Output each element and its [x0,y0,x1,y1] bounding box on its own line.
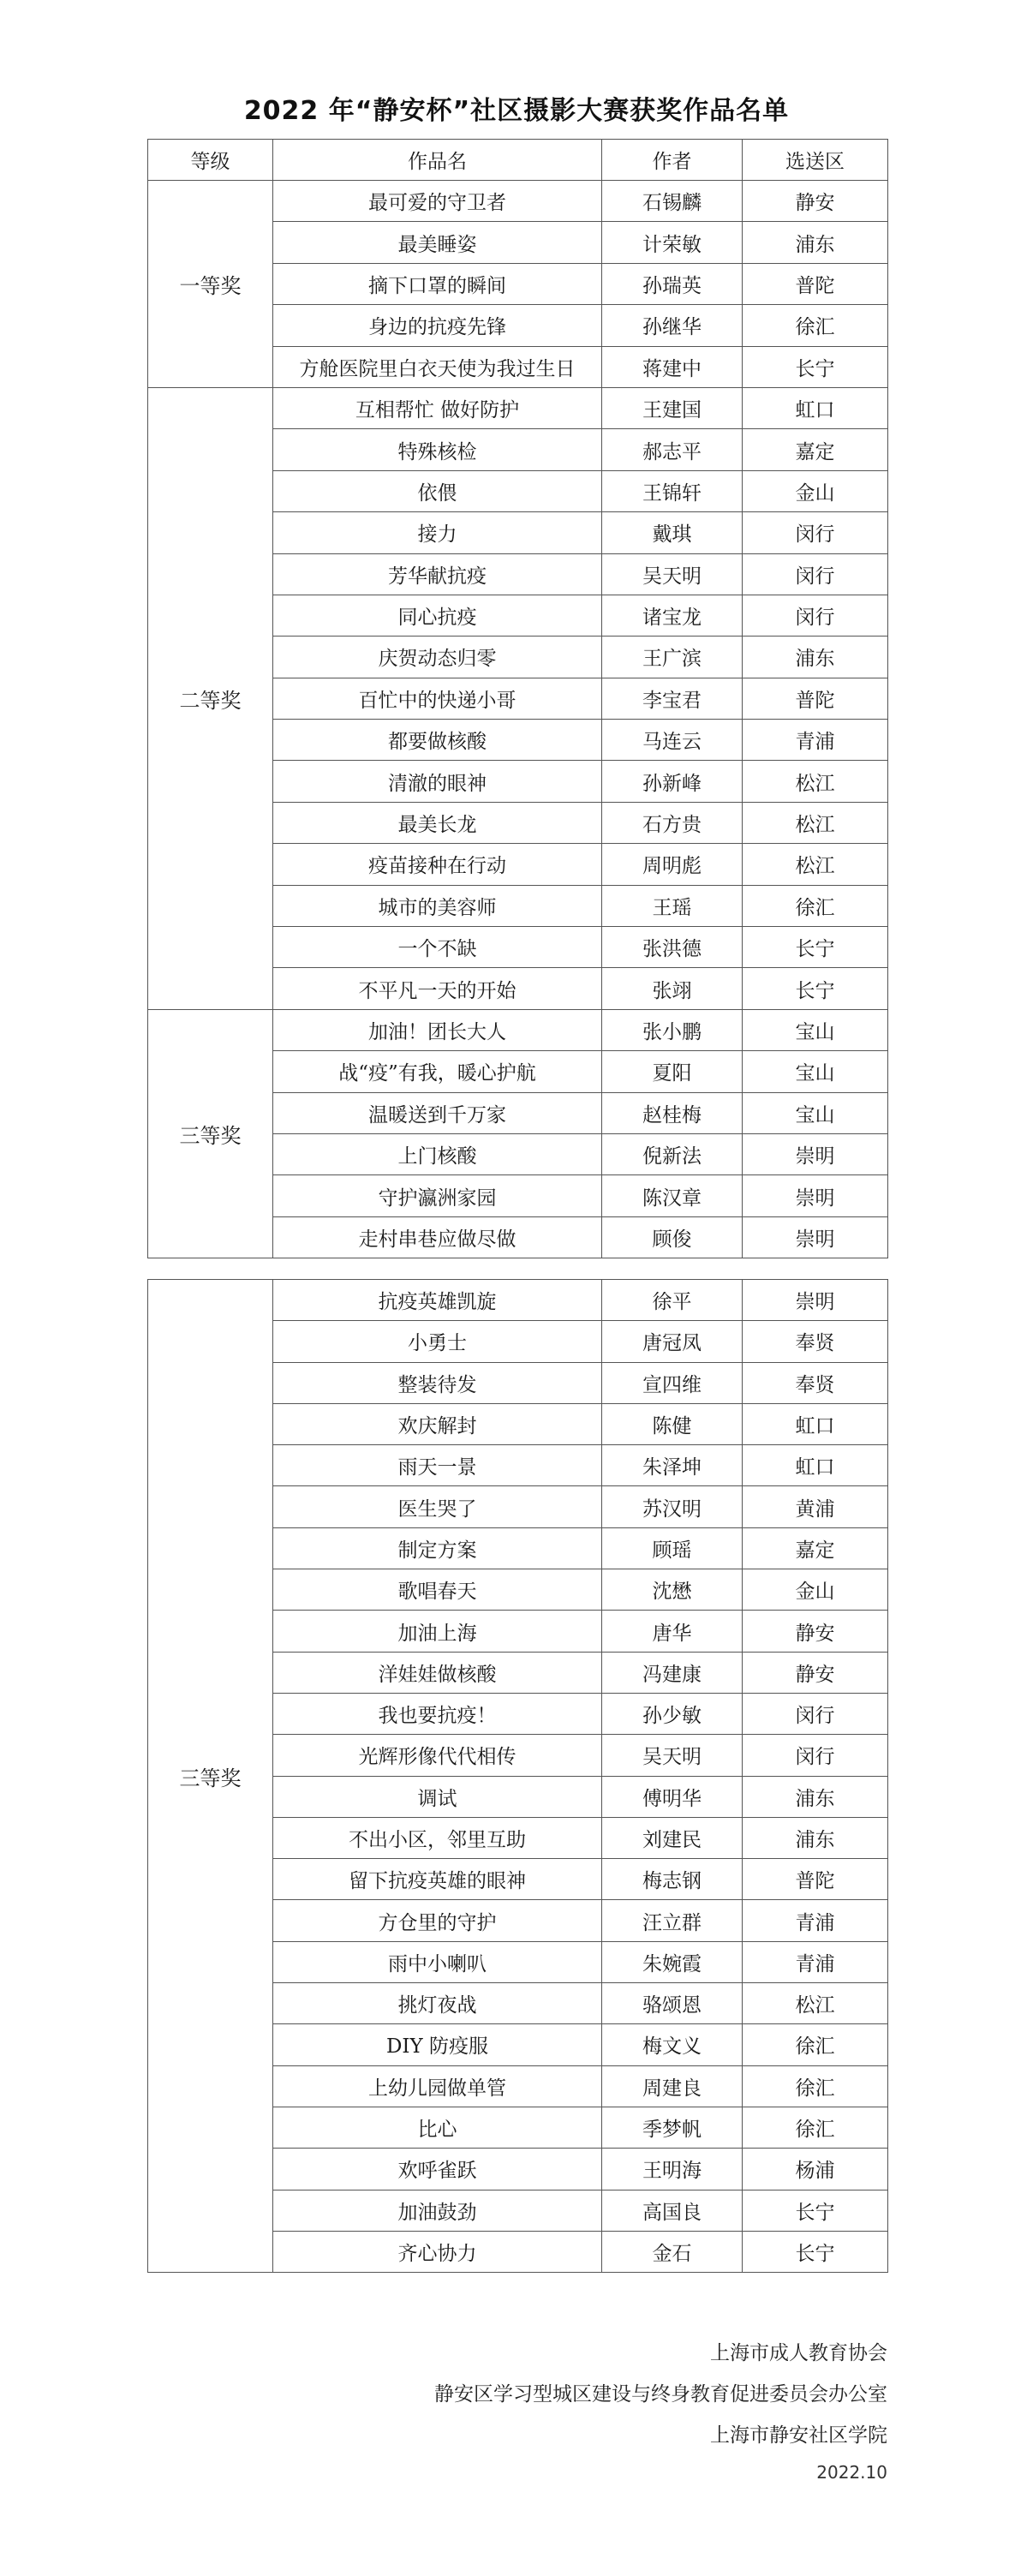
district-cell: 浦东 [743,1776,888,1817]
work-title-cell: 我也要抗疫！ [273,1693,602,1734]
district-cell: 徐汇 [743,305,888,346]
author-cell: 戴琪 [602,512,743,553]
district-cell: 杨浦 [743,2149,888,2190]
author-cell: 赵桂梅 [602,1092,743,1133]
district-cell: 宝山 [743,1092,888,1133]
district-cell: 崇明 [743,1133,888,1174]
work-title-cell: 抗疫英雄凯旋 [273,1280,602,1321]
work-title-cell: 上幼儿园做单管 [273,2065,602,2107]
author-cell: 唐华 [602,1611,743,1652]
work-title-cell: 挑灯夜战 [273,1983,602,2024]
district-cell: 长宁 [743,2231,888,2272]
work-title-cell: 留下抗疫英雄的眼神 [273,1859,602,1900]
work-title-cell: 互相帮忙 做好防护 [273,387,602,428]
district-cell: 崇明 [743,1216,888,1258]
author-cell: 马连云 [602,720,743,761]
author-cell: 冯建康 [602,1652,743,1693]
author-cell: 王锦轩 [602,470,743,511]
work-title-cell: 方舱医院里白衣天使为我过生日 [273,346,602,387]
work-title-cell: 加油！团长大人 [273,1009,602,1050]
header-work: 作品名 [273,140,602,181]
work-title-cell: 方仓里的守护 [273,1900,602,1941]
author-cell: 郝志平 [602,429,743,470]
district-cell: 浦东 [743,1817,888,1858]
work-title-cell: 医生哭了 [273,1486,602,1527]
work-title-cell: DIY 防疫服 [273,2024,602,2065]
work-title-cell: 接力 [273,512,602,553]
author-cell: 石方贵 [602,802,743,843]
page-title: 2022 年“静安杯”社区摄影大赛获奖作品名单 [243,96,790,126]
header-district: 选送区 [743,140,888,181]
district-cell: 普陀 [743,263,888,304]
work-title-cell: 清澈的眼神 [273,761,602,802]
author-cell: 傅明华 [602,1776,743,1817]
work-title-cell: 城市的美容师 [273,885,602,926]
district-cell: 闵行 [743,512,888,553]
awards-table-2 [147,1279,888,2273]
work-title-cell: 加油上海 [273,1611,602,1652]
author-cell: 王瑶 [602,885,743,926]
district-cell: 崇明 [743,1280,888,1321]
author-cell: 蒋建中 [602,346,743,387]
district-cell: 虹口 [743,1445,888,1486]
work-title-cell: 守护瀛洲家园 [273,1175,602,1216]
work-title-cell: 光辉形像代代相传 [273,1735,602,1776]
work-title-cell: 小勇士 [273,1321,602,1362]
author-cell: 陈健 [602,1403,743,1444]
author-cell: 夏阳 [602,1051,743,1092]
author-cell: 王广滨 [602,637,743,678]
author-cell: 王明海 [602,2149,743,2190]
work-title-cell: 温暖送到千万家 [273,1092,602,1133]
work-title-cell: 特殊核检 [273,429,602,470]
author-cell: 朱婉霞 [602,1941,743,1982]
work-title-cell: 整装待发 [273,1362,602,1403]
author-cell: 吴天明 [602,1735,743,1776]
district-cell: 长宁 [743,2190,888,2231]
work-title-cell: 战“疫”有我，暖心护航 [273,1051,602,1092]
district-cell: 奉贤 [743,1321,888,1362]
district-cell: 静安 [743,1611,888,1652]
district-cell: 徐汇 [743,885,888,926]
author-cell: 顾瑶 [602,1527,743,1569]
work-title-cell: 摘下口罩的瞬间 [273,263,602,304]
header-author: 作者 [602,140,743,181]
district-cell: 静安 [743,1652,888,1693]
district-cell: 松江 [743,1983,888,2024]
district-cell: 长宁 [743,927,888,968]
district-cell: 虹口 [743,387,888,428]
table-row [148,387,888,428]
author-cell: 孙继华 [602,305,743,346]
work-title-cell: 百忙中的快递小哥 [273,678,602,719]
district-cell: 闵行 [743,595,888,636]
author-cell: 唐冠凤 [602,1321,743,1362]
work-title-cell: 最美睡姿 [273,222,602,263]
organizer-2: 静安区学习型城区建设与终身教育促进委员会办公室 [434,2383,887,2406]
work-title-cell: 不平凡一天的开始 [273,968,602,1009]
work-title-cell: 加油鼓劲 [273,2190,602,2231]
work-title-cell: 身边的抗疫先锋 [273,305,602,346]
district-cell: 徐汇 [743,2107,888,2148]
district-cell: 闵行 [743,553,888,595]
table-row [148,1280,888,1321]
author-cell: 孙瑞英 [602,263,743,304]
district-cell: 普陀 [743,1859,888,1900]
author-cell: 张翊 [602,968,743,1009]
table-row [148,1009,888,1050]
author-cell: 石锡麟 [602,181,743,222]
author-cell: 朱泽坤 [602,1445,743,1486]
author-cell: 汪立群 [602,1900,743,1941]
work-title-cell: 走村串巷应做尽做 [273,1216,602,1258]
work-title-cell: 不出小区，邻里互助 [273,1817,602,1858]
work-title-cell: 比心 [273,2107,602,2148]
table-row [148,181,888,222]
district-cell: 青浦 [743,1900,888,1941]
organizer-1: 上海市成人教育协会 [710,2342,887,2364]
district-cell: 嘉定 [743,429,888,470]
district-cell: 闵行 [743,1735,888,1776]
district-cell: 徐汇 [743,2024,888,2065]
award-level-cell: 二等奖 [148,387,273,1009]
district-cell: 宝山 [743,1051,888,1092]
author-cell: 周明彪 [602,844,743,885]
organizer-3: 上海市静安社区学院 [710,2424,887,2447]
author-cell: 孙新峰 [602,761,743,802]
district-cell: 静安 [743,181,888,222]
district-cell: 虹口 [743,1403,888,1444]
author-cell: 金石 [602,2231,743,2272]
district-cell: 金山 [743,1569,888,1611]
work-title-cell: 歌唱春天 [273,1569,602,1611]
work-title-cell: 雨天一景 [273,1445,602,1486]
district-cell: 松江 [743,761,888,802]
district-cell: 长宁 [743,346,888,387]
district-cell: 浦东 [743,637,888,678]
author-cell: 沈懋 [602,1569,743,1611]
award-level-cell: 三等奖 [148,1009,273,1258]
district-cell: 嘉定 [743,1527,888,1569]
header-level: 等级 [148,140,273,181]
district-cell: 徐汇 [743,2065,888,2107]
author-cell: 宣四维 [602,1362,743,1403]
district-cell: 青浦 [743,1941,888,1982]
author-cell: 梅志钢 [602,1859,743,1900]
author-cell: 诸宝龙 [602,595,743,636]
work-title-cell: 制定方案 [273,1527,602,1569]
work-title-cell: 欢庆解封 [273,1403,602,1444]
work-title-cell: 调试 [273,1776,602,1817]
author-cell: 张小鹏 [602,1009,743,1050]
work-title-cell: 欢呼雀跃 [273,2149,602,2190]
author-cell: 季梦帆 [602,2107,743,2148]
award-level-cell: 一等奖 [148,181,273,388]
work-title-cell: 依偎 [273,470,602,511]
issue-date: 2022.10 [816,2462,887,2483]
award-level-cell: 三等奖 [148,1280,273,2273]
author-cell: 孙少敏 [602,1693,743,1734]
author-cell: 吴天明 [602,553,743,595]
author-cell: 顾俊 [602,1216,743,1258]
author-cell: 李宝君 [602,678,743,719]
author-cell: 梅文义 [602,2024,743,2065]
author-cell: 计荣敏 [602,222,743,263]
table-header-row [148,140,888,181]
author-cell: 高国良 [602,2190,743,2231]
author-cell: 刘建民 [602,1817,743,1858]
author-cell: 倪新法 [602,1133,743,1174]
author-cell: 周建良 [602,2065,743,2107]
district-cell: 闵行 [743,1693,888,1734]
district-cell: 青浦 [743,720,888,761]
work-title-cell: 雨中小喇叭 [273,1941,602,1982]
district-cell: 长宁 [743,968,888,1009]
author-cell: 张洪德 [602,927,743,968]
district-cell: 松江 [743,844,888,885]
district-cell: 普陀 [743,678,888,719]
district-cell: 松江 [743,802,888,843]
district-cell: 黄浦 [743,1486,888,1527]
district-cell: 金山 [743,470,888,511]
work-title-cell: 最美长龙 [273,802,602,843]
author-cell: 徐平 [602,1280,743,1321]
district-cell: 崇明 [743,1175,888,1216]
work-title-cell: 一个不缺 [273,927,602,968]
work-title-cell: 洋娃娃做核酸 [273,1652,602,1693]
work-title-cell: 疫苗接种在行动 [273,844,602,885]
author-cell: 王建国 [602,387,743,428]
author-cell: 苏汉明 [602,1486,743,1527]
work-title-cell: 上门核酸 [273,1133,602,1174]
work-title-cell: 庆贺动态归零 [273,637,602,678]
author-cell: 骆颂恩 [602,1983,743,2024]
work-title-cell: 同心抗疫 [273,595,602,636]
work-title-cell: 最可爱的守卫者 [273,181,602,222]
work-title-cell: 芳华献抗疫 [273,553,602,595]
work-title-cell: 齐心协力 [273,2231,602,2272]
district-cell: 浦东 [743,222,888,263]
awards-table-1 [147,139,888,1258]
district-cell: 奉贤 [743,1362,888,1403]
author-cell: 陈汉章 [602,1175,743,1216]
work-title-cell: 都要做核酸 [273,720,602,761]
district-cell: 宝山 [743,1009,888,1050]
